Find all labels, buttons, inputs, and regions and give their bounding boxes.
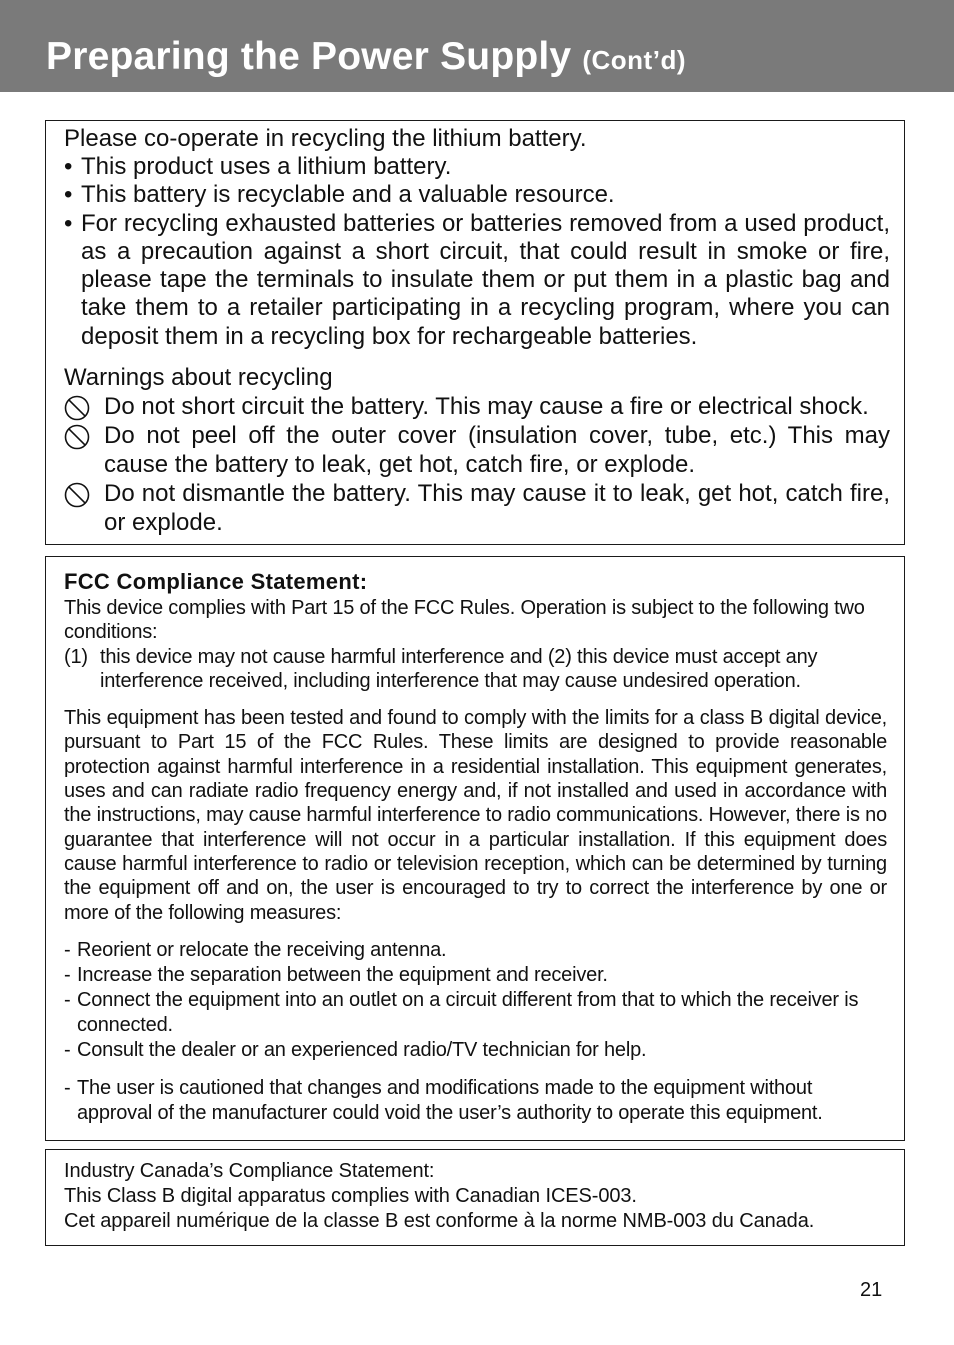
list-item — [64, 963, 887, 988]
dash-marker: - — [64, 1038, 71, 1061]
measure-text: Reorient or relocate the receiving antenna. — [77, 938, 447, 961]
dash-marker: - — [64, 963, 71, 986]
dash-marker: - — [64, 988, 71, 1011]
warning-text: Do not short circuit the battery. This may cause a fire or electrical shock. — [104, 393, 869, 421]
recycling-bullet-list — [64, 153, 890, 351]
recycling-notice-box — [45, 120, 905, 545]
fcc-paragraph: This equipment has been tested and found to comply with the limits for a class B digital device, pursuant to Part 15 of the FCC Rules. These limits are designed to provide reasonable protection against harmful interference in a residential installation. This equipment generates, uses and can radiate radio frequency energy and, if not installed and used in accordance with the instructions, may cause harmful interference to radio communications. However, there is no guarantee that interference will not occur in a particular installation. If this equipment does cause harmful interference to radio or television reception, which can be determined by turning the equipment off and on, the user is encouraged to try to correct the interference by one or more of the following measures: — [64, 707, 887, 924]
list-item — [64, 938, 887, 963]
warnings-list — [64, 392, 890, 537]
warnings-heading: Warnings about recycling — [64, 364, 333, 392]
title-continued: (Cont’d) — [582, 45, 686, 75]
list-item — [64, 210, 890, 351]
bullet-text: For recycling exhausted batteries or batteries removed from a used product, as a precaution against a short circuit, that could result in smoke or fire, please tape the terminals to insulate them or put them in a plastic bag and take them to a retailer participating in a recycling program, where you can deposit them in a recycling box for rechargeable batteries. — [81, 209, 890, 350]
bullet-icon: • — [64, 209, 73, 237]
page-title — [46, 34, 686, 83]
caution-text: The user is cautioned that changes and modifications made to the equipment without approval of the manufacturer could void the user’s authority to operate this equipment. — [77, 1076, 823, 1124]
fcc-measures-list — [64, 938, 887, 1063]
measure-text: Connect the equipment into an outlet on a circuit different from that to which the receiver is connected. — [77, 988, 859, 1036]
warning-text: Do not dismantle the battery. This may cause it to leak, get hot, catch fire, or explode. — [104, 480, 890, 537]
prohibition-icon — [64, 482, 90, 508]
condition-text: this device may not cause harmful interference and (2) this device must accept any interference received, including interference that may cause undesired operation. — [100, 645, 818, 692]
list-item — [64, 153, 890, 181]
bullet-text: This battery is recyclable and a valuable resource. — [81, 181, 615, 209]
prohibition-icon — [64, 395, 90, 421]
canada-heading: Industry Canada’s Compliance Statement: — [64, 1160, 435, 1182]
fcc-condition — [64, 645, 887, 694]
list-item — [64, 1038, 887, 1063]
list-item — [64, 181, 890, 209]
dash-marker: - — [64, 1076, 71, 1099]
bullet-icon: • — [64, 181, 73, 209]
fcc-heading: FCC Compliance Statement: — [64, 569, 368, 594]
prohibition-icon — [64, 424, 90, 450]
condition-number: (1) — [64, 645, 88, 668]
list-item — [64, 988, 887, 1038]
warning-text: Do not peel off the outer cover (insulation cover, tube, etc.) This may cause the battery to leak, get hot, catch fire, or explode. — [104, 422, 890, 479]
bullet-icon: • — [64, 153, 73, 180]
measure-text: Consult the dealer or an experienced radio/TV technician for help. — [77, 1038, 647, 1061]
warning-item — [64, 421, 890, 479]
recycling-intro: Please co-operate in recycling the lithium battery. — [64, 125, 587, 152]
title-text: Preparing the Power Supply — [46, 35, 572, 78]
fcc-statement-box — [45, 556, 905, 1141]
warning-item — [64, 392, 890, 421]
fcc-caution-list — [64, 1076, 887, 1126]
warning-item — [64, 479, 890, 537]
bullet-text: This product uses a lithium battery. — [81, 153, 452, 180]
canada-english-statement: This Class B digital apparatus complies with Canadian ICES-003. — [64, 1185, 637, 1207]
page-header — [0, 0, 954, 92]
dash-marker: - — [64, 938, 71, 961]
canada-statement-box — [45, 1149, 905, 1246]
page-number: 21 — [860, 1279, 883, 1301]
measure-text: Increase the separation between the equipment and receiver. — [77, 963, 608, 986]
fcc-intro: This device complies with Part 15 of the FCC Rules. Operation is subject to the following two conditions: — [64, 597, 865, 644]
list-item — [64, 1076, 887, 1126]
canada-french-statement: Cet appareil numérique de la classe B est conforme à la norme NMB-003 du Canada. — [64, 1210, 815, 1232]
